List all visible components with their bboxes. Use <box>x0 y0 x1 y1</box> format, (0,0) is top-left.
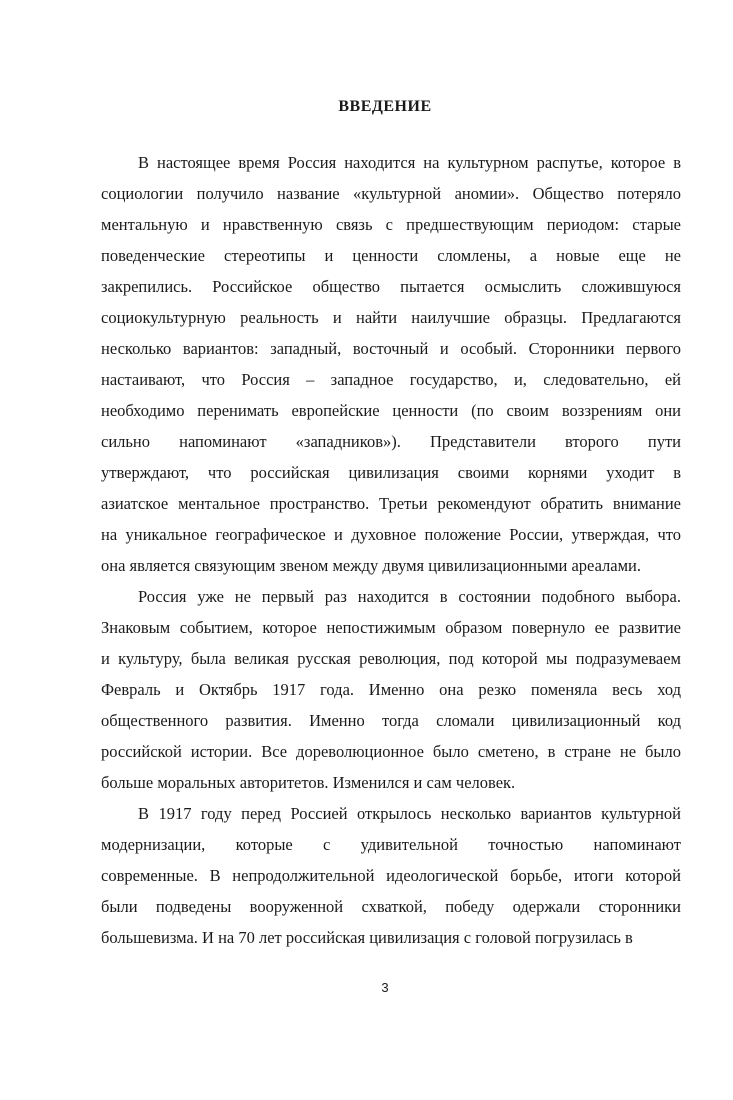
text-line: утверждают, что российская цивилизация своими корнями уходит в <box>101 463 681 482</box>
text-line: модернизации, которые с удивительной точностью напоминают <box>101 835 681 854</box>
text-line: современные. В непродолжительной идеологической борьбе, итоги которой <box>101 866 681 885</box>
text-line: были подведены вооруженной схваткой, победу одержали сторонники <box>101 897 681 916</box>
text-line: азиатское ментальное пространство. Третьи рекомендуют обратить внимание <box>101 494 681 513</box>
paragraph <box>101 581 681 798</box>
text-line: настаивают, что Россия – западное государство, и, следовательно, ей <box>101 370 681 389</box>
text-line: ментальную и нравственную связь с предшествующим периодом: старые <box>101 215 681 234</box>
document-body <box>101 147 681 953</box>
text-line: больше моральных авторитетов. Изменился и сам человек. <box>101 773 516 792</box>
text-line: и культуру, была великая русская революция, под которой мы подразумеваем <box>101 649 681 668</box>
text-line: социологии получило название «культурной аномии». Общество потеряло <box>101 184 681 203</box>
text-line: необходимо перенимать европейские ценности (по своим воззрениям они <box>101 401 681 420</box>
page-number: 3 <box>381 980 389 995</box>
paragraph <box>101 798 681 953</box>
section-title: ВВЕДЕНИЕ <box>338 98 432 115</box>
paragraph <box>101 147 681 581</box>
text-line: российской истории. Все дореволюционное было сметено, в стране не было <box>101 742 681 761</box>
text-line: В настоящее время Россия находится на культурном распутье, которое в <box>138 153 681 172</box>
text-line: Февраль и Октябрь 1917 года. Именно она резко поменяла весь ход <box>101 680 681 699</box>
text-line: общественного развития. Именно тогда сломали цивилизационный код <box>101 711 681 730</box>
text-line: на уникальное географическое и духовное положение России, утверждая, что <box>101 525 681 544</box>
text-line: она является связующим звеном между двумя цивилизационными ареалами. <box>101 556 641 575</box>
text-line: В 1917 году перед Россией открылось несколько вариантов культурной <box>138 804 681 823</box>
text-line: Россия уже не первый раз находится в состоянии подобного выбора. <box>138 587 681 606</box>
text-line: большевизма. И на 70 лет российская цивилизация с головой погрузилась в <box>101 928 633 947</box>
text-line: социокультурную реальность и найти наилучшие образцы. Предлагаются <box>101 308 681 327</box>
text-line: Знаковым событием, которое непостижимым образом повернуло ее развитие <box>101 618 681 637</box>
text-line: сильно напоминают «западников»). Представители второго пути <box>101 432 681 451</box>
text-line: закрепились. Российское общество пытается осмыслить сложившуюся <box>101 277 681 296</box>
text-line: поведенческие стереотипы и ценности сломлены, а новые еще не <box>101 246 681 265</box>
text-line: несколько вариантов: западный, восточный и особый. Сторонники первого <box>101 339 681 358</box>
